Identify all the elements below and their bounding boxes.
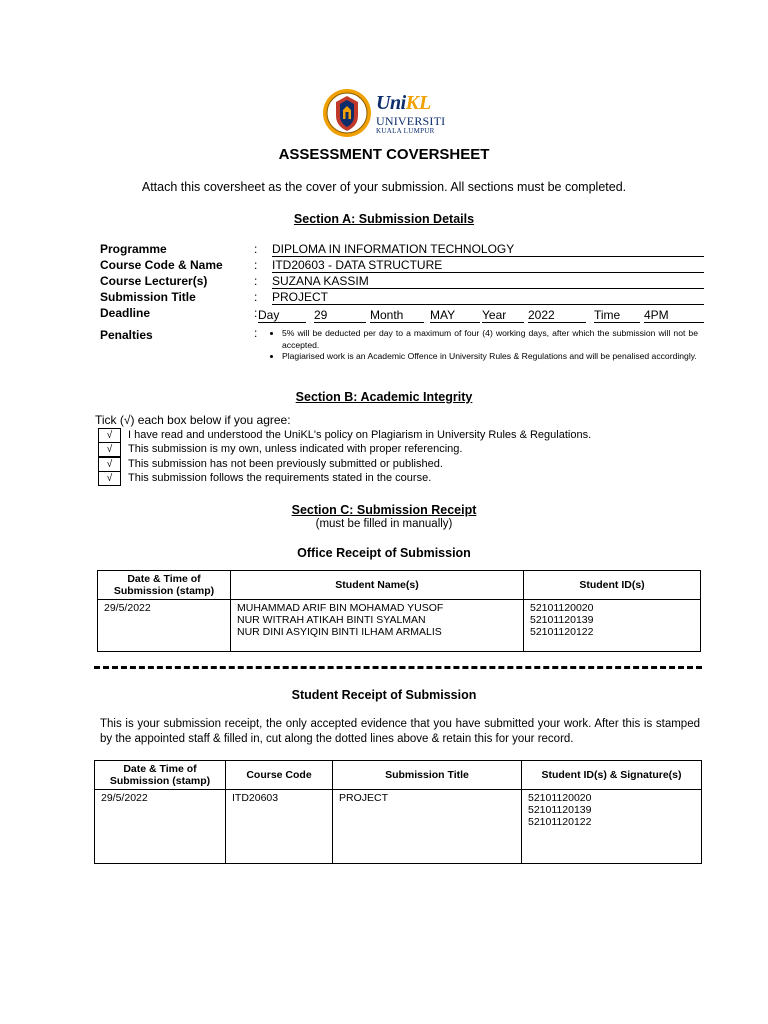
table-header: Submission Title [333, 761, 522, 790]
penalties-label: Penalties [100, 328, 153, 342]
table-header: Course Code [226, 761, 333, 790]
month-value: MAY [430, 308, 480, 323]
penalty-item: • Plagiarised work is an Academic Offence in University Rules & Regulations and will be penalised accordingly. [282, 351, 698, 363]
submission-title-label: Submission Title [100, 290, 196, 304]
office-receipt-heading: Office Receipt of Submission [297, 546, 471, 560]
lecturer-label: Course Lecturer(s) [100, 274, 208, 288]
table-header: Student Name(s) [231, 571, 524, 600]
student-id: 52101120020 [530, 602, 594, 614]
time-value: 4PM [644, 308, 704, 323]
colon: : [254, 258, 258, 272]
table-header: Date & Time of Submission (stamp) [95, 761, 226, 790]
colon: : [254, 274, 258, 288]
logo-kuala-lumpur-text: KUALA LUMPUR [376, 127, 435, 135]
table-header: Student ID(s) [524, 571, 701, 600]
logo-uni-text: Uni [376, 92, 406, 114]
student-receipt-text: This is your submission receipt, the only accepted evidence that you have submitted your work. After this is stamped by the appointed staff & filled in, cut along the dotted lines above & retain this for your record. [100, 718, 700, 745]
section-a-heading: Section A: Submission Details [293, 212, 475, 226]
office-receipt-table [97, 570, 701, 652]
section-b-heading: Section B: Academic Integrity [295, 390, 473, 404]
checkbox[interactable]: √ [98, 428, 121, 443]
student-title-cell: PROJECT [333, 790, 522, 864]
student-id: 52101120122 [530, 626, 594, 638]
office-names-cell [231, 600, 524, 652]
submission-title-value: PROJECT [272, 290, 704, 305]
year-label: Year [482, 308, 524, 323]
deadline-label: Deadline [100, 306, 151, 320]
student-receipt-table [94, 760, 702, 864]
student-id: 52101120122 [528, 816, 592, 828]
integrity-item-text: This submission follows the requirements stated in the course. [128, 472, 432, 484]
office-date-cell: 29/5/2022 [98, 600, 231, 652]
tick-instruction: Tick (√) each box below if you agree: [95, 413, 291, 427]
time-label: Time [594, 308, 640, 323]
checkbox[interactable]: √ [98, 457, 121, 472]
table-header: Date & Time of Submission (stamp) [98, 571, 231, 600]
checkbox[interactable]: √ [98, 442, 121, 457]
student-ids-cell [522, 790, 702, 864]
colon: : [254, 326, 258, 340]
year-value: 2022 [528, 308, 586, 323]
instruction-text: Attach this coversheet as the cover of your submission. All sections must be completed. [141, 180, 627, 194]
table-header: Student ID(s) & Signature(s) [522, 761, 702, 790]
penalties-list [268, 328, 698, 363]
programme-value: DIPLOMA IN INFORMATION TECHNOLOGY [272, 242, 704, 257]
deadline-row [258, 308, 704, 326]
lecturer-value: SUZANA KASSIM [272, 274, 704, 289]
penalty-item: • 5% will be deducted per day to a maximum of four (4) working days, after which the submission will not be accepted. [282, 328, 698, 351]
section-c-note: (must be filled in manually) [315, 518, 453, 530]
logo-universiti-text: UNIVERSITI [376, 114, 446, 128]
integrity-item-text: I have read and understood the UniKL's policy on Plagiarism in University Rules & Regulations. [128, 429, 592, 441]
student-name: MUHAMMAD ARIF BIN MOHAMAD YUSOF [237, 602, 444, 614]
section-c-heading: Section C: Submission Receipt [291, 503, 477, 517]
programme-label: Programme [100, 242, 167, 256]
university-crest-icon [322, 86, 372, 140]
day-label: Day [258, 308, 306, 323]
cut-line-divider [94, 666, 702, 669]
student-date-cell: 29/5/2022 [95, 790, 226, 864]
logo-kl-text: KL [405, 92, 432, 114]
office-ids-cell [524, 600, 701, 652]
course-value: ITD20603 - DATA STRUCTURE [272, 258, 704, 273]
unikl-logo [322, 84, 450, 144]
month-label: Month [370, 308, 424, 323]
student-name: NUR WITRAH ATIKAH BINTI SYALMAN [237, 614, 426, 626]
student-course-code-cell: ITD20603 [226, 790, 333, 864]
colon: : [254, 306, 258, 320]
colon: : [254, 290, 258, 304]
colon: : [254, 242, 258, 256]
student-id: 52101120139 [530, 614, 594, 626]
integrity-item-text: This submission is my own, unless indicated with proper referencing. [128, 443, 463, 455]
student-name: NUR DINI ASYIQIN BINTI ILHAM ARMALIS [237, 626, 442, 638]
page-title: ASSESSMENT COVERSHEET [278, 146, 490, 163]
day-value: 29 [314, 308, 366, 323]
course-label: Course Code & Name [100, 258, 223, 272]
student-id: 52101120020 [528, 792, 592, 804]
integrity-item-text: This submission has not been previously submitted or published. [128, 458, 443, 470]
student-id: 52101120139 [528, 804, 592, 816]
checkbox[interactable]: √ [98, 471, 121, 486]
student-receipt-heading: Student Receipt of Submission [291, 688, 477, 702]
